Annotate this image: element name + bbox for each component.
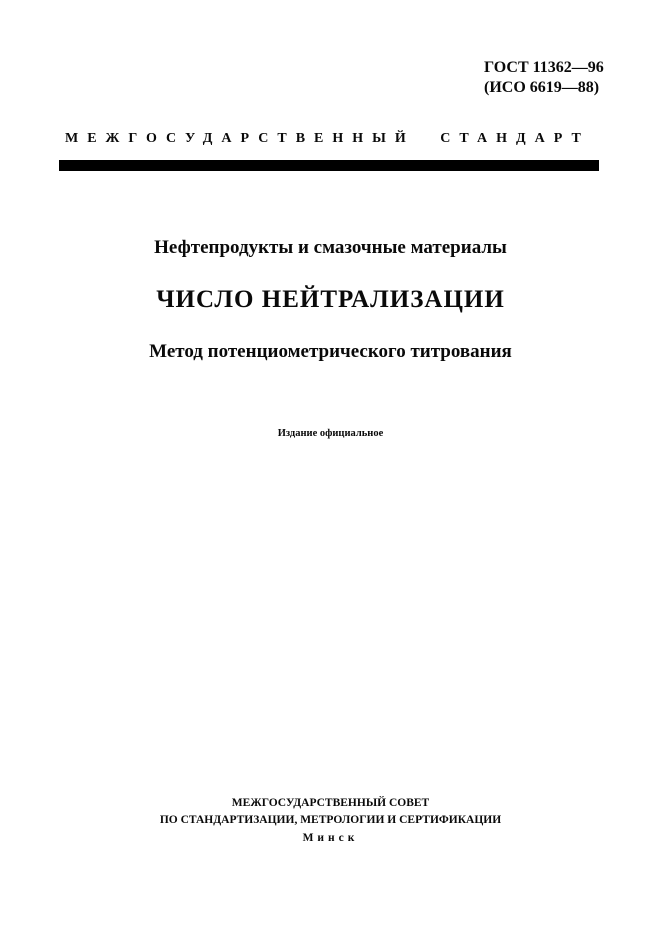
header-rule <box>59 160 599 171</box>
publisher-block <box>0 795 661 847</box>
title-method: Метод потенциометрического титрования <box>149 341 512 362</box>
publisher-scope: ПО СТАНДАРТИЗАЦИИ, МЕТРОЛОГИИ И СЕРТИФИКАЦИИ <box>159 814 502 826</box>
title-main: ЧИСЛО НЕЙТРАЛИЗАЦИИ <box>156 286 505 313</box>
document-code-iso: (ИСО 6619—88) <box>484 78 600 96</box>
document-code <box>484 58 604 97</box>
standard-type-heading: МЕЖГОСУДАРСТВЕННЫЙ СТАНДАРТ <box>65 131 590 146</box>
publisher-city: Минск <box>302 832 359 844</box>
title-product-group: Нефтепродукты и смазочные материалы <box>154 237 507 258</box>
document-code-gost: ГОСТ 11362—96 <box>484 59 604 76</box>
publisher-council: МЕЖГОСУДАРСТВЕННЫЙ СОВЕТ <box>231 797 430 809</box>
edition-note: Издание официальное <box>277 428 384 439</box>
